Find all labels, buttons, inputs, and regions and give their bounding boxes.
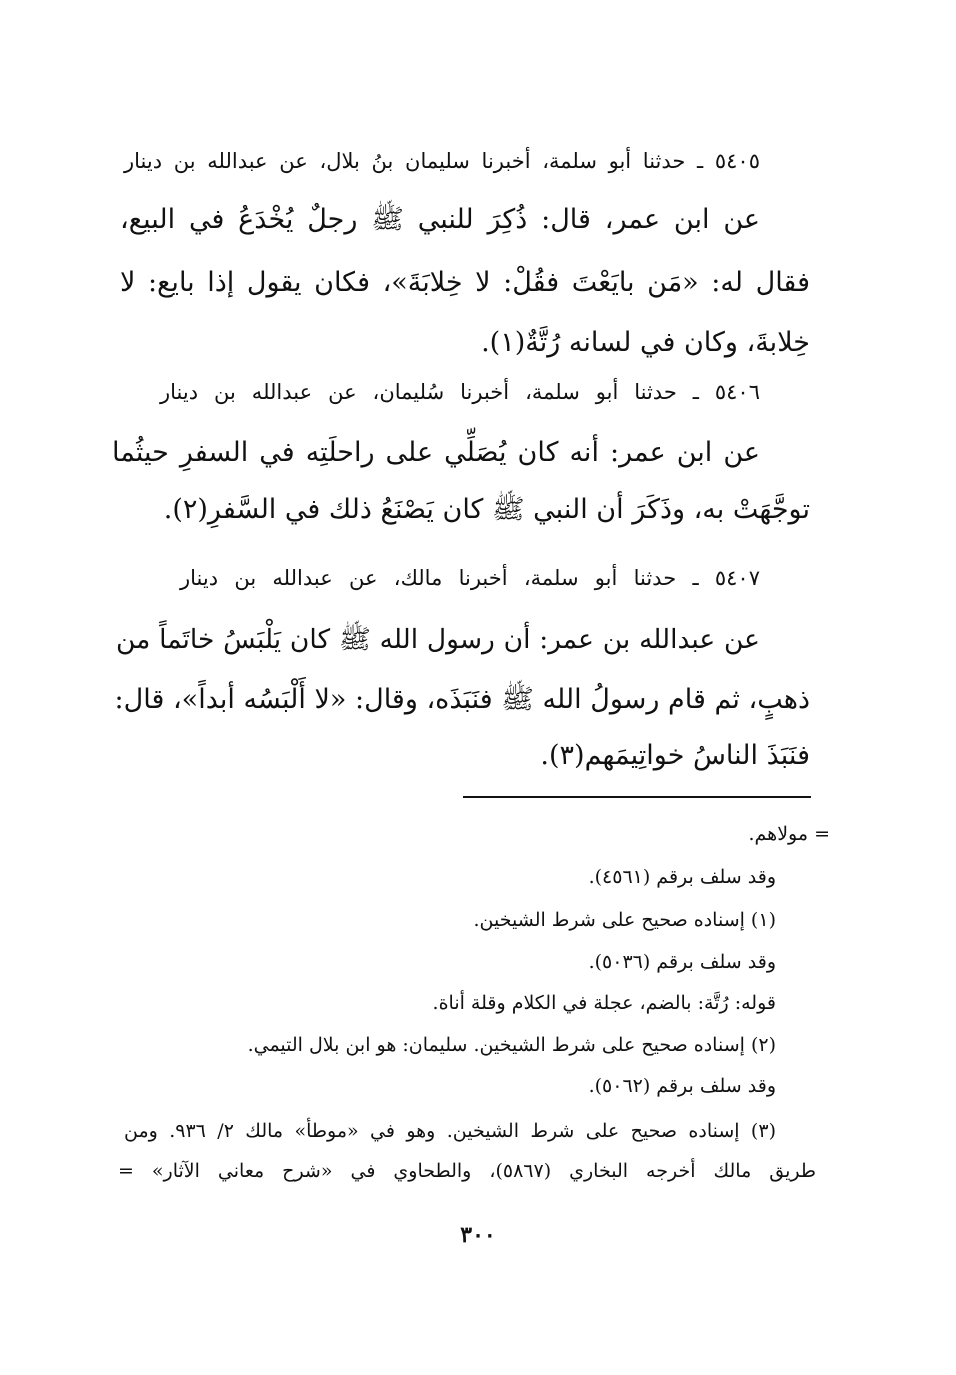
footnote-line: وقد سلف برقم (٤٥٦١).: [588, 866, 776, 888]
hadith-text-line: فنَبَذَ الناسُ خواتِيمَهم(٣).: [540, 740, 810, 771]
hadith-text-line: عن ابن عمر: أنه كان يُصَلِّي على راحلَتِه في السفرِ حيثُما: [112, 437, 760, 468]
footnote-separator: [463, 796, 811, 798]
footnote-line: (٣) إسناده صحيح على شرط الشيخين. وهو في «موطأ» مالك ٢/ ٩٣٦. ومن: [124, 1120, 776, 1142]
hadith-text-line: عن ابن عمر، قال: ذُكِرَ للنبي ﷺ رجلٌ يُخْدَعُ في البيع،: [120, 204, 760, 235]
hadith-isnad: ٥٤٠٧ ـ حدثنا أبو سلمة، أخبرنا مالك، عن عبدالله بن دينار: [180, 566, 760, 590]
footnote-line: طريق مالك أخرجه البخاري (٥٨٦٧)، والطحاوي في «شرح معاني الآثار» =: [118, 1160, 817, 1182]
footnote-line: = مولاهم.: [748, 823, 830, 845]
hadith-text-line: توجَّهَتْ به، وذَكَرَ أن النبي ﷺ كان يَصْنَعُ ذلك في السَّفرِ(٢).: [163, 494, 810, 525]
hadith-text-line: خِلابةَ، وكان في لسانه رُتَّةٌ(١).: [481, 327, 810, 358]
hadith-text-line: عن عبدالله بن عمر: أن رسول الله ﷺ كان يَلْبَسُ خاتَماً من: [116, 624, 760, 655]
footnote-line: (٢) إسناده صحيح على شرط الشيخين. سليمان: هو ابن بلال التيمي.: [247, 1034, 776, 1056]
footnote-line: وقد سلف برقم (٥٠٣٦).: [588, 951, 776, 973]
hadith-text-line: ذهبٍ، ثم قام رسولُ الله ﷺ فنَبَذَه، وقال: «لا أَلْبَسُه أبداً»، قال:: [114, 684, 810, 715]
hadith-isnad: ٥٤٠٦ ـ حدثنا أبو سلمة، أخبرنا سُليمان، عن عبدالله بن دينار: [160, 380, 760, 404]
footnote-line: قوله: رُتَّة: بالضم، عجلة في الكلام وقلة أناة.: [432, 992, 776, 1014]
footnote-line: (١) إسناده صحيح على شرط الشيخين.: [473, 909, 776, 931]
page-number: ٣٠٠: [460, 1222, 496, 1248]
footnote-line: وقد سلف برقم (٥٠٦٢).: [588, 1075, 776, 1097]
hadith-text-line: فقال له: «مَن بايَعْتَ فقُلْ: لا خِلابَةَ»، فكان يقول إذا بايع: لا: [120, 267, 810, 298]
hadith-isnad: ٥٤٠٥ ـ حدثنا أبو سلمة، أخبرنا سليمان بنُ بلال، عن عبدالله بن دينار: [124, 149, 760, 173]
